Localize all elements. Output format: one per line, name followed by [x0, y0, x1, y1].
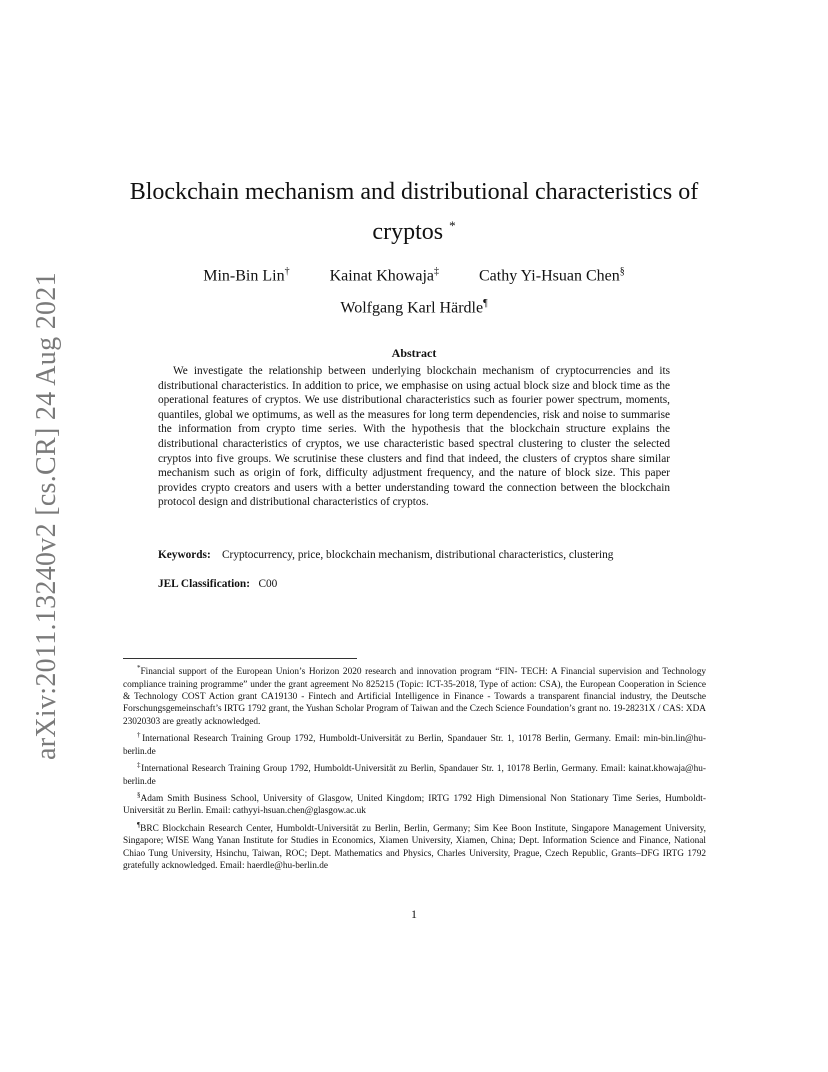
keywords: [158, 548, 670, 563]
author: Kainat Khowaja‡: [329, 266, 439, 285]
author-list: [110, 258, 718, 323]
author: Wolfgang Karl Härdle¶: [340, 298, 488, 317]
author-row-1: [110, 258, 718, 290]
abstract-text: We investigate the relationship between underlying blockchain mechanism of cryptocurrencies and its distributional characteristics. In addition to price, we emphasise on using actual block size and block time as the operational features of cryptos. We use distributional characteristics such as fourier power spectrum, moments, quantiles, global we optimums, as well as the measures for long term dependencies, risk and noise to summarise the information from crypto time series. With the hypothesis that the blockchain structure explains the distributional characteristics of cryptos, we use characteristic based spectral clustering to cluster the selected cryptos into five groups. We scrutinise these clusters and find that indeed, the clusters of cryptos share similar mechanism such as origin of fork, difficulty adjustment frequency, and the nature of block size. This paper provides crypto creators and users with a better understanding toward the connection between the blockchain protocol design and distributional characteristics of cryptos.: [158, 365, 670, 509]
paper-title: [110, 176, 718, 249]
footnotes: [123, 662, 706, 874]
keywords-label: Keywords:: [158, 549, 211, 561]
arxiv-identifier: arXiv:2011.13240v2 [cs.CR] 24 Aug 2021: [31, 272, 62, 760]
jel-code: C00: [258, 578, 278, 590]
author: Min-Bin Lin†: [203, 266, 290, 285]
title-text: Blockchain mechanism and distributional characteristics of cryptos: [129, 179, 699, 245]
page-number: 1: [411, 907, 417, 921]
footnote: §Adam Smith Business School, University of Glasgow, United Kingdom; IRTG 1792 High Dimensional Non Stationary Time Series, Humboldt-Universität zu Berlin. Email: cathyyi-hsuan.chen@glasgow.ac.uk: [123, 790, 706, 817]
footnote: ¶BRC Blockchain Research Center, Humboldt-Universität zu Berlin, Berlin, Germany; Sim Kee Boon Institute, Singapore Management University, Singapore; WISE Wang Yanan Institute for Studies in Economics, Xiamen University, Xiamen, China; Dept. Information Science and Finance, National Chiao Tung University, Hsinchu, Taiwan, ROC; Dept. Mathematics and Physics, Charles University, Prague, Czech Republic, Grants–DFG IRTG 1792 gratefully acknowledged. Email: haerdle@hu-berlin.de: [123, 820, 706, 872]
title-footnote-mark: *: [449, 218, 456, 233]
footnote: †International Research Training Group 1792, Humboldt-Universität zu Berlin, Spandauer Str. 1, 10178 Berlin, Germany. Email: min-bin.lin@hu-berlin.de: [123, 731, 707, 757]
footnote: *Financial support of the European Union’s Horizon 2020 research and innovation program “FIN- TECH: A Financial supervision and Technology compliance training programme” under the grant agreement No 825215 (Topic: ICT-35-2018, Type of action: CSA), the European Cooperation in Science & Technology COST Action grant CA19130 - Fintech and Artificial Intelligence in Finance - Towards a transparent financial industry, the Deutsche Forschungsgemeinschaft’s IRTG 1792 grant, the Yushan Scholar Program of Taiwan and the Czech Science Foundation’s grant no. 19-28231X / CAS: XDA 23020303 are greatly acknowledged.: [123, 664, 706, 727]
footnote: ‡International Research Training Group 1792, Humboldt-Universität zu Berlin, Spandauer Str. 1, 10178 Berlin, Germany. Email: kainat.khowaja@hu-berlin.de: [123, 761, 706, 787]
footnote-rule: [123, 658, 357, 659]
author: Cathy Yi-Hsuan Chen§: [479, 266, 625, 285]
keywords-text: Cryptocurrency, price, blockchain mechanism, distributional characteristics, clustering: [222, 549, 614, 561]
author-row-2: [110, 290, 718, 322]
jel-label: JEL Classification:: [158, 578, 250, 590]
jel-classification: [158, 577, 670, 592]
abstract-heading: Abstract: [391, 346, 437, 360]
